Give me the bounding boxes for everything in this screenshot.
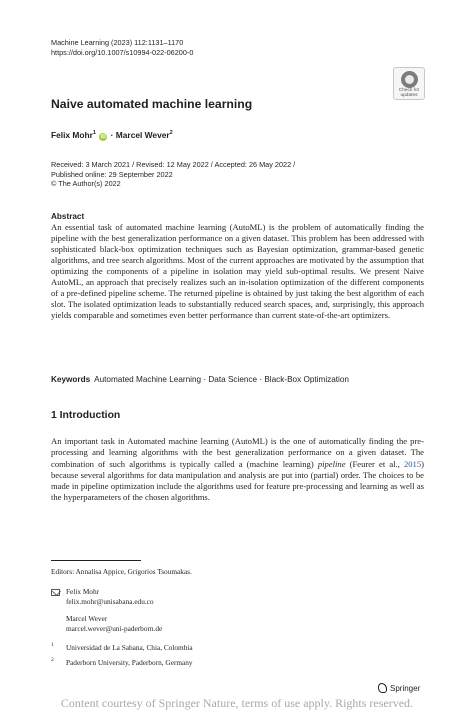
abstract-text: An essential task of automated machine learning (AutoML) is the problem of automatically finding the pipeline with the best generalization performance on a given dataset. This problem has been addressed with sophisticated black-box optimization techniques such as Bayesian optimization, grammar-based genetic algorithms, and tree search algorithms. Most of the current approaches are motivated by the assumption that optimizing the components of a pipeline in isolation may yield sub-optimal results. We present Naive AutoML, an approach that precisely realizes such an in-isolation optimization of the different components of a pre-defined pipeline scheme. The returned pipeline is obtained by just taking the best algorithm of each slot. The isolated optimization leads to substantially reduced search spaces, and, surprisingly, this approach yields comparable and sometimes even better performance than current state-of-the-art optimizers.	[51, 222, 424, 321]
emphasized-term: pipeline	[317, 458, 346, 469]
author-name[interactable]: Felix Mohr	[51, 130, 93, 140]
affiliation-marker: 1	[92, 130, 97, 137]
courtesy-watermark: Content courtesy of Springer Nature, terms of use apply. Rights reserved.	[60, 696, 414, 710]
springer-horse-icon	[378, 683, 387, 693]
journal-citation: Machine Learning (2023) 112:1131–1170	[51, 38, 184, 47]
section-heading: 1 Introduction	[51, 410, 121, 421]
contact-name: Felix Mohr	[66, 587, 100, 596]
contact-name: Marcel Wever	[66, 614, 108, 623]
check-badge-line2: updates	[400, 93, 418, 99]
contact-block	[66, 587, 154, 606]
affiliation-number: 1	[51, 642, 54, 648]
publisher-name: Springer	[390, 684, 421, 693]
doi-link[interactable]: https://doi.org/10.1007/s10994-022-06200-0	[51, 47, 194, 57]
keywords-text: Automated Machine Learning · Data Science · Black-Box Optimization	[94, 375, 349, 384]
keywords	[51, 375, 349, 384]
editors-note: Editors: Annalisa Appice, Grigorios Tsoumakas.	[51, 567, 192, 576]
author-separator: ·	[108, 130, 116, 140]
contact-email[interactable]: marcel.wever@uni-paderborn.de	[66, 623, 163, 633]
dates-line: Published online: 29 September 2022	[51, 169, 173, 179]
affiliation-number: 2	[51, 657, 54, 663]
abstract-heading: Abstract	[51, 212, 85, 221]
keywords-label: Keywords	[51, 375, 91, 384]
citation-link[interactable]: 2015	[403, 458, 422, 469]
author-name[interactable]: Marcel Wever	[115, 130, 170, 140]
affiliation: Paderborn University, Paderborn, Germany	[66, 658, 193, 667]
footnote-divider	[51, 560, 141, 561]
affiliation: Universidad de La Sabana, Chia, Colombia	[66, 643, 193, 652]
envelope-icon	[51, 589, 60, 596]
check-badge-line1: Check for	[398, 88, 420, 93]
author-list	[51, 130, 173, 141]
introduction-paragraph: An important task in Automated machine learning (AutoML) is the one of automatically finding the pre-processing and learning algorithms with the best generalization performance on a given dataset. The combination of such algorithms is typically called a (machine learning) pipeline (Feurer et al., 2015) because several algorithms for data manipulation and analysis are put into (partial) order. The choices to be made in pipeline optimization include the algorithms used for feature pre-processing and learning as well as the hyperparameters of the chosen algorithms.	[51, 436, 424, 503]
publication-dates	[51, 160, 295, 189]
journal-header	[51, 38, 193, 57]
affiliation-marker: 2	[169, 130, 173, 137]
orcid-icon[interactable]: iD	[100, 134, 106, 140]
dates-line: Received: 3 March 2021 / Revised: 12 May 2022 / Accepted: 26 May 2022 /	[51, 160, 296, 169]
contact-block	[66, 614, 162, 633]
paper-title: Naive automated machine learning	[51, 97, 253, 111]
check-updates-icon	[401, 71, 418, 88]
copyright-line: © The Author(s) 2022	[51, 179, 121, 189]
contact-email[interactable]: felix.mohr@unisabana.edu.co	[66, 596, 154, 606]
publisher-logo	[378, 683, 420, 693]
check-for-updates-badge[interactable]	[393, 67, 425, 100]
